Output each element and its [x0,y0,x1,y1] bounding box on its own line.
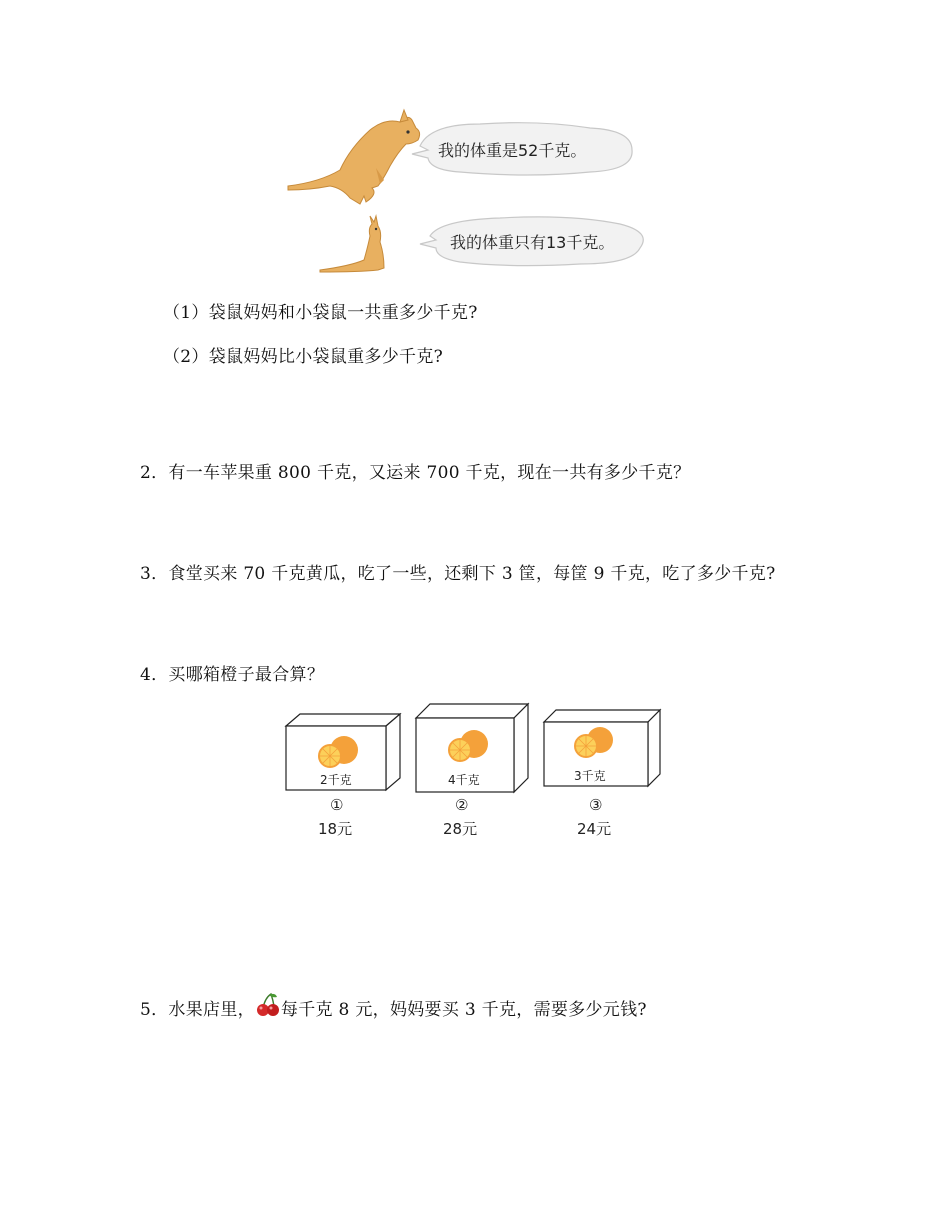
question-2: 2．有一车苹果重 800 千克，又运来 700 千克，现在一共有多少千克？ [140,463,691,483]
question-3: 3．食堂买来 70 千克黄瓜，吃了一些，还剩下 3 筐，每筐 9 千克，吃了多少千克? [140,564,776,584]
cherry-icon [255,992,281,1018]
orange-box-2-weight: 4千克 [448,773,480,787]
orange-box-3-weight: 3千克 [574,769,606,783]
question-1-part-1: （1）袋鼠妈妈和小袋鼠一共重多少千克? [163,303,478,323]
orange-box-1-price: 18元 [318,820,353,838]
orange-boxes-svg [280,700,670,845]
question-1-part-2: （2）袋鼠妈妈比小袋鼠重多少千克? [163,347,444,367]
orange-box-1-weight: 2千克 [320,773,352,787]
question-4: 4．买哪箱橙子最合算？ [140,665,325,685]
baby-kangaroo-icon [320,216,384,272]
baby-speech-text: 我的体重只有13千克。 [450,233,615,252]
question-5-after: 每千克 8 元，妈妈要买 3 千克，需要多少元钱? [280,1000,647,1020]
mother-speech-bubble [412,123,632,175]
orange-box-3-price: 24元 [577,820,612,838]
mother-kangaroo-icon [288,110,420,204]
question-5 [140,992,647,1020]
orange-box-2-price: 28元 [443,820,478,838]
kangaroo-figure-svg [280,108,650,278]
orange-box-2-number: ② [455,796,469,814]
baby-speech-bubble [420,217,643,266]
orange-boxes-figure [280,700,670,845]
orange-box-1 [286,714,400,838]
orange-box-3-number: ③ [589,796,603,814]
question-5-before: 5．水果店里， [140,1000,255,1020]
orange-box-1-number: ① [330,796,344,814]
mother-speech-text: 我的体重是52千克。 [438,141,587,160]
orange-box-3 [544,710,660,838]
orange-box-2 [416,704,528,838]
kangaroo-figure [280,108,650,278]
